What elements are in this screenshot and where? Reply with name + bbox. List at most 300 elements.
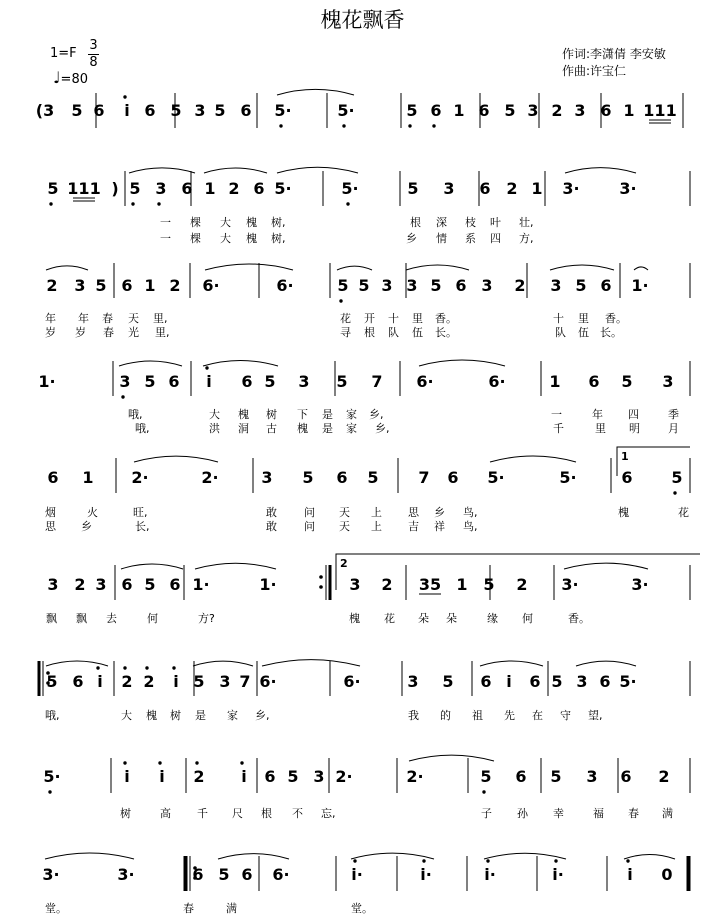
lyric-verse-1: 孙 [517,807,528,820]
lyric-verse-2: 长, [135,520,150,533]
jianpu-note: 1 [144,276,156,295]
lyric-verse-2: 大 [220,232,231,245]
lyric-verse-1: 花 [384,612,395,625]
high-octave-dot [486,859,489,862]
jianpu-note: 6 [478,101,490,120]
jianpu-note: 3 [95,575,107,594]
lyric-verse-1: 春 [628,807,639,820]
jianpu-note: 2 [506,179,518,198]
jianpu-note: 3 [219,672,231,691]
slur [409,755,494,761]
jianpu-note: 5 [407,179,419,198]
lyric-verse-1: 大 [121,709,132,722]
lyric-verse-1: 祖 [472,709,483,722]
jianpu-note: 2· [406,767,424,786]
jianpu-note: 5· [619,672,637,691]
slur [121,564,183,569]
slur [564,563,648,569]
lyric-verse-1: 花 [678,506,689,519]
lyric-verse-2: 根 [364,326,375,339]
jianpu-note: 7 [418,468,430,487]
jianpu-note: 1· [631,276,649,295]
jianpu-note: 2 [658,767,670,786]
jianpu-note: i [506,672,512,691]
jianpu-note: 6 [144,101,156,120]
jianpu-note: 3· [631,575,649,594]
jianpu-note: 2· [131,468,149,487]
jianpu-note: 6 [599,672,611,691]
jianpu-note: 3 [261,468,273,487]
lyric-verse-1: 上 [371,506,382,519]
lyric-verse-2: 寻 [340,326,351,339]
lyric-verse-1: 飘 [46,612,57,625]
jianpu-note: 5· [559,468,577,487]
high-octave-dot [240,761,243,764]
jianpu-note: 3 [194,101,206,120]
slur [205,264,293,270]
jianpu-note: 1 [82,468,94,487]
slur [134,456,218,462]
jianpu-note: 5 [170,101,182,120]
lyric-verse-1: 敢 [266,506,277,519]
slur [490,456,576,462]
lyric-verse-1: 忘, [321,807,336,820]
jianpu-note: 5 [264,372,276,391]
jianpu-note: 6 [447,468,459,487]
lyric-verse-1: 堂。 [351,902,373,915]
lyric-verse-2: 洪 [209,422,220,435]
jianpu-note: 3 [313,767,325,786]
lyric-verse-2: 洞 [238,422,249,435]
jianpu-note: 3· [619,179,637,198]
jianpu-note: 3 [574,101,586,120]
jianpu-note: i [124,767,130,786]
jianpu-note: 0 [661,865,673,884]
lyric-verse-1: 棵 [190,216,201,229]
lyric-verse-2: 里, [155,326,170,339]
jianpu-note: 3 [527,101,539,120]
lyric-verse-1: 年 [592,408,603,421]
jianpu-note: 3 [406,276,418,295]
slur [277,167,358,173]
jianpu-note: (3 [35,101,55,120]
high-octave-dot [123,761,126,764]
jianpu-note: 5· [341,179,359,198]
slur [406,265,469,270]
lyric-verse-2: 情 [436,232,447,245]
slur [634,267,648,270]
jianpu-note: 3· [117,865,135,884]
jianpu-note: 2 [46,276,58,295]
lyric-verse-2: 队 [388,326,399,339]
low-octave-dot [131,202,134,205]
jianpu-note: 5 [575,276,587,295]
high-octave-dot [195,761,198,764]
jianpu-note: i [97,672,103,691]
lyric-verse-2: 明 [629,422,640,435]
jianpu-note: 5· [274,101,292,120]
slur [46,266,88,270]
jianpu-note: 5 [621,372,633,391]
jianpu-note: 111 [67,179,101,198]
jianpu-note: 3 [119,372,131,391]
lyric-verse-1: 大 [220,216,231,229]
lyric-verse-1: 何 [147,612,158,625]
lyric-verse-1: 槐 [349,612,360,625]
lyric-verse-2: 问 [304,520,315,533]
lyric-verse-1: 乡 [434,506,445,519]
low-octave-dot [121,395,124,398]
jianpu-note: 1 [531,179,543,198]
high-octave-dot [554,859,557,862]
slur [351,853,434,859]
jianpu-note: 5 [483,575,495,594]
jianpu-note: 1 [549,372,561,391]
lyric-verse-1: 树 [266,408,277,421]
time-signature-top: 3 [89,38,98,53]
low-octave-dot [339,299,342,302]
lyric-verse-1: 十 [388,312,399,325]
jianpu-note: 3 [576,672,588,691]
jianpu-note: 5 [337,276,349,295]
lyric-verse-1: 家 [346,408,357,421]
jianpu-note: 6 [621,468,633,487]
jianpu-note: 6 [264,767,276,786]
lyric-verse-2: 四 [490,232,501,245]
jianpu-note: 6 [253,179,265,198]
jianpu-note: 5 [358,276,370,295]
jianpu-note: 5 [550,767,562,786]
lyric-verse-1: 飘 [76,612,87,625]
high-octave-dot [96,666,99,669]
lyric-verse-1: 一 [160,216,171,229]
jianpu-note: 1 [453,101,465,120]
low-octave-dot [432,124,435,127]
lyric-verse-2: 祥 [434,520,445,533]
high-octave-dot [205,366,208,369]
lyric-verse-1: 的 [440,709,451,722]
time-signature-bottom: 8 [89,55,98,70]
jianpu-note: 2 [381,575,393,594]
jianpu-note: 3· [561,575,579,594]
jianpu-note: 2 [228,179,240,198]
low-octave-dot [49,202,52,205]
lyric-verse-1: 满 [662,807,673,820]
jianpu-note: 6 [479,179,491,198]
lyric-verse-2: 系 [465,232,476,245]
jianpu-note: 6 [168,372,180,391]
jianpu-note: 5 [218,865,230,884]
jianpu-note: 6 [181,179,193,198]
lyric-verse-1: 槐 [618,506,629,519]
slur [119,361,182,366]
lyric-verse-2: 岁 [45,326,56,339]
jianpu-note: i [627,865,633,884]
slur [480,661,543,666]
lyric-verse-1: 烟 [45,506,56,519]
jianpu-note: 5 [367,468,379,487]
jianpu-note: 6 [529,672,541,691]
lyric-verse-1: 年 [78,312,89,325]
page-title: 槐花飘香 [320,8,405,32]
lyric-verse-1: 壮, [519,216,534,229]
jianpu-note: 3 [481,276,493,295]
lyric-verse-2: 槐 [297,422,308,435]
lyric-verse-1: 四 [628,408,639,421]
composer-credit: 作曲:许宝仁 [562,64,627,78]
jianpu-note: i [124,101,130,120]
lyric-verse-1: 十 [553,312,564,325]
jianpu-note: 5 [671,468,683,487]
lyric-verse-2: 长。 [435,326,457,339]
jianpu-note: 6 [241,372,253,391]
slur [277,89,354,95]
jianpu-note: 6 [240,101,252,120]
jianpu-note: 6 [480,672,492,691]
jianpu-note: 6 [241,865,253,884]
jianpu-note: 2 [121,672,133,691]
low-octave-dot [482,790,485,793]
lyric-verse-1: 满 [226,902,237,915]
lyric-verse-1: 季 [668,408,679,421]
jianpu-note: 6 [600,276,612,295]
jianpu-note: 1· [192,575,210,594]
lyric-verse-2: 古 [266,422,277,435]
lyric-verse-2: 敢 [266,520,277,533]
low-octave-dot [157,202,160,205]
lyric-verse-2: 家 [346,422,357,435]
high-octave-dot [422,859,425,862]
jianpu-note: i· [351,865,363,884]
jianpu-note: 3 [586,767,598,786]
jianpu-note: 5· [274,179,292,198]
quarter-note-icon: ♩ [53,68,61,87]
slur [203,361,278,367]
jianpu-note: i [206,372,212,391]
lyric-verse-1: 家 [227,709,238,722]
lyric-verse-1: 思 [408,506,419,519]
lyric-verse-2: 吉 [408,520,419,533]
jianpu-note: 5 [287,767,299,786]
lyric-verse-1: 哦, [128,408,143,421]
lyric-verse-2: 春 [103,326,114,339]
lyric-verse-1: 我 [408,709,419,722]
jianpu-note: 1 [623,101,635,120]
lyric-verse-1: 树, [271,216,286,229]
slur [46,661,108,666]
jianpu-note: 2 [143,672,155,691]
jianpu-note: 6 [430,101,442,120]
jianpu-note: 5 [430,276,442,295]
lyric-verse-2: 乡 [81,520,92,533]
jianpu-note: 3 [381,276,393,295]
high-octave-dot [353,859,356,862]
lyric-verse-2: 思 [45,520,56,533]
lyric-verse-1: 根 [261,807,272,820]
lyric-verse-1: 堂。 [45,902,67,915]
slur [195,563,276,569]
volta-1-label: 1 [621,450,629,463]
jianpu-note: 6 [600,101,612,120]
lyric-verse-2: 伍 [578,326,589,339]
repeat-end-dot [319,585,323,589]
jianpu-note: 5 [406,101,418,120]
jianpu-note: 6 [47,468,59,487]
jianpu-note: 5 [504,101,516,120]
jianpu-note: 3 [550,276,562,295]
lyric-verse-1: 香。 [435,312,457,325]
lyric-verse-2: 乡, [375,422,390,435]
jianpu-note: i· [484,865,496,884]
slur [337,266,372,270]
jianpu-note: 5· [487,468,505,487]
lyric-verse-1: 旺, [133,506,148,519]
jianpu-note: 2 [516,575,528,594]
lyric-verse-1: 根 [410,216,421,229]
jianpu-note: i· [552,865,564,884]
lyric-verse-2: 鸟, [463,520,478,533]
jianpu-note: 1 [456,575,468,594]
jianpu-note: i [173,672,179,691]
lyric-verse-1: 是 [195,709,206,722]
jianpu-note: 6 [121,575,133,594]
lyric-verse-1: 天 [339,506,350,519]
lyric-verse-2: 长。 [600,326,622,339]
lyric-verse-1: 槐 [246,216,257,229]
lyric-verse-1: 枝 [465,216,476,229]
jianpu-note: 3 [407,672,419,691]
lyric-verse-1: 年 [45,312,56,325]
lyric-verse-1: 问 [304,506,315,519]
lyric-verse-1: 福 [593,807,604,820]
lyric-verse-2: 天 [339,520,350,533]
lyric-verse-2: 队 [555,326,566,339]
slur [262,660,360,666]
jianpu-note: 6 [620,767,632,786]
low-octave-dot [342,124,345,127]
lyric-verse-1: 方? [198,612,215,625]
jianpu-note: 3 [74,276,86,295]
lyric-verse-1: 槐 [146,709,157,722]
jianpu-note: 6· [272,865,290,884]
lyric-verse-2: 是 [322,422,333,435]
jianpu-note: 2 [551,101,563,120]
jianpu-note: i [241,767,247,786]
lyric-verse-2: 哦, [135,422,150,435]
lyric-verse-2: 千 [553,422,564,435]
jianpu-note: 6 [455,276,467,295]
jianpu-note: 5· [43,767,61,786]
jianpu-note: 2 [74,575,86,594]
lyric-verse-1: 不 [292,807,303,820]
lyric-verse-1: 槐 [238,408,249,421]
lyric-verse-1: 大 [209,408,220,421]
high-octave-dot [145,666,148,669]
lyric-verse-1: 望, [588,709,603,722]
lyric-verse-1: 春 [183,902,194,915]
jianpu-note: 6· [343,672,361,691]
lyric-verse-1: 千 [197,807,208,820]
jianpu-note: 1· [259,575,277,594]
low-octave-dot [48,790,51,793]
jianpu-note: 6 [515,767,527,786]
lyric-verse-1: 天 [128,312,139,325]
lyric-verse-1: 在 [532,709,543,722]
lyric-verse-2: 槐 [246,232,257,245]
jianpu-note: 2 [169,276,181,295]
jianpu-note: 5 [129,179,141,198]
lyric-verse-2: 岁 [75,326,86,339]
lyricist-credit: 作词:李潇倩 李安敏 [562,47,666,61]
jianpu-note: 6· [416,372,434,391]
jianpu-note: 7 [371,372,383,391]
lyric-verse-1: 鸟, [463,506,478,519]
jianpu-note: 5 [71,101,83,120]
low-octave-dot [279,124,282,127]
jianpu-note: 3 [298,372,310,391]
lyric-verse-2: 一 [160,232,171,245]
jianpu-note: 111 [643,101,677,120]
lyric-verse-1: 里, [153,312,168,325]
low-octave-dot [673,491,676,494]
slur [484,853,566,859]
lyric-verse-1: 里 [578,312,589,325]
lyric-verse-1: 朵 [446,612,457,625]
tempo-value: =80 [60,72,88,87]
lyric-verse-1: 一 [551,408,562,421]
jianpu-note: 3 [662,372,674,391]
lyric-verse-1: 朵 [418,612,429,625]
slur [218,854,289,859]
jianpu-note: 3· [42,865,60,884]
lyric-verse-1: 子 [481,807,492,820]
jianpu-note: 5 [480,767,492,786]
jianpu-note: 2 [193,767,205,786]
lyric-verse-2: 里 [595,422,606,435]
jianpu-note: 2· [335,767,353,786]
jianpu-note: 5 [193,672,205,691]
jianpu-note: 5 [551,672,563,691]
slur [550,265,614,270]
slur [624,854,675,859]
jianpu-note: 5 [302,468,314,487]
lyric-verse-1: 开 [364,312,375,325]
jianpu-note: 3 [443,179,455,198]
jianpu-note: 5 [214,101,226,120]
high-octave-dot [626,859,629,862]
jianpu-note: 3 [155,179,167,198]
lyric-verse-1: 火 [87,506,98,519]
jianpu-note: 7 [239,672,251,691]
lyric-verse-1: 树 [120,807,131,820]
lyric-verse-1: 春 [102,312,113,325]
jianpu-note: 3 [47,575,59,594]
jianpu-note: 6 [192,865,204,884]
jianpu-note: 5 [46,672,58,691]
lyric-verse-2: 方, [519,232,534,245]
jianpu-note: 5 [336,372,348,391]
lyric-verse-2: 光 [128,326,139,339]
high-octave-dot [158,761,161,764]
slur [565,168,636,173]
jianpu-note: 6· [276,276,294,295]
lyric-verse-1: 叶 [490,216,501,229]
jianpu-note: 6· [202,276,220,295]
jianpu-note: 6 [588,372,600,391]
lyric-verse-1: 深 [436,216,447,229]
jianpu-note: ) [111,179,119,198]
jianpu-note: 5 [144,372,156,391]
